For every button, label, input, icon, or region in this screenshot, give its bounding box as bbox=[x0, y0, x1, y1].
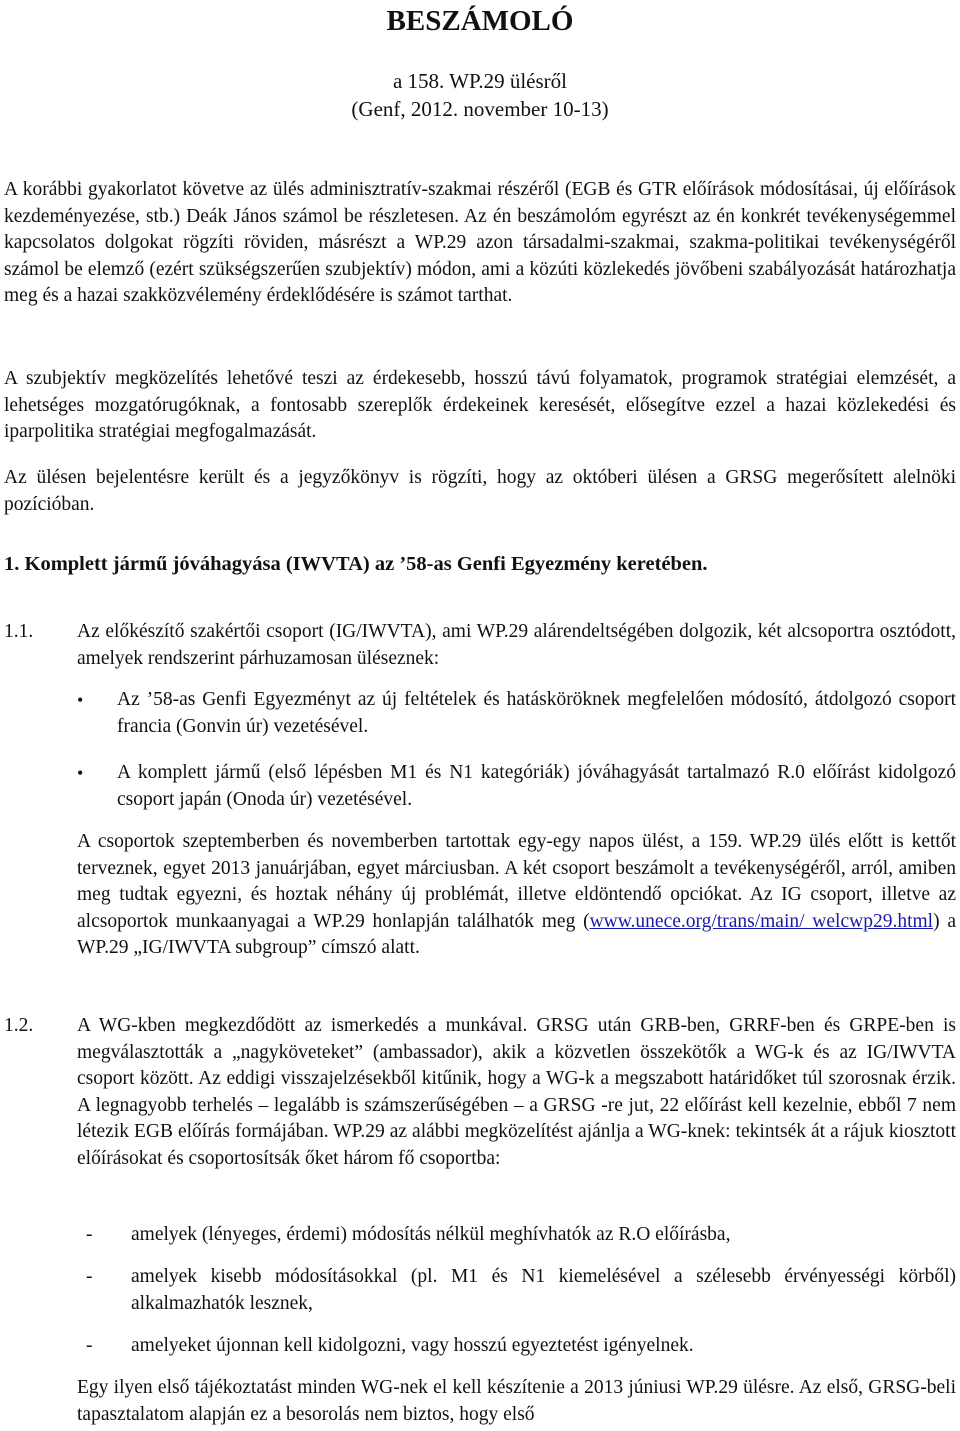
dash-item-text: amelyek (lényeges, érdemi) módosítás nélkül meghívhatók az R.O előírásba, bbox=[131, 1224, 731, 1245]
bullet-item-text: A komplett jármű (első lépésben M1 és N1 kategóriák) jóváhagyását tartalmazó R.0 előírást kidolgozó csoport japán (Onoda úr) vezetésével. bbox=[117, 762, 956, 810]
section-1-heading: 1. Komplett jármű jóváhagyása (IWVTA) az ’58-as Genfi Egyezmény keretében. bbox=[4, 553, 708, 575]
bullet-item-2 bbox=[77, 760, 956, 813]
dash-item-1 bbox=[86, 1222, 956, 1249]
subjective-approach-paragraph: A szubjektív megközelítés lehetővé teszi az érdekesebb, hosszú távú folyamatok, programok stratégiai elemzését, a lehetséges mozgatórugóknak, a fontosabb szereplők érdekeinek keresését, elősegítve ezzel a hazai közlekedési és iparpolitika stratégiai megfogalmazását. bbox=[4, 368, 956, 442]
item-1-1-number: 1.1. bbox=[4, 621, 34, 642]
item-1-2-number: 1.2. bbox=[4, 1015, 34, 1036]
dash-item-text: amelyek kisebb módosításokkal (pl. M1 és N1 kiemelésével a szélesebb érvényességi körből) alkalmazhatók lesznek, bbox=[131, 1266, 956, 1314]
dash-item-2 bbox=[86, 1264, 956, 1317]
item-1-1 bbox=[4, 619, 956, 672]
document-subtitle-location-date: (Genf, 2012. november 10-13) bbox=[351, 97, 609, 121]
item-1-2-text: A WG-kben megkezdődött az ismerkedés a munkával. GRSG után GRB-ben, GRRF-ben és GRPE-ben is megválasztották a „nagyköveteket” (ambassador), akik a közvetlen összekötők a WG-k és az IG/IWVTA csoport között. Az eddigi visszajelzésekből kitűnik, hogy a WG-k a megszabott határidőket túl szorosnak érzik. A legnagyobb terhelés – legalább is számszerűségében – a GRSG -re jut, 22 előírást kell kezelnie, ebből 7 nem létezik EGB előírás formájában. WP.29 az alábbi megközelítést ajánlja a WG-knek: tekintsék át a rájuk kiosztott előírásokat és csoportosítsák őket három fő csoportba: bbox=[77, 1015, 956, 1169]
groups-paragraph-text: A csoportok szeptemberben és novemberben tartottak egy-egy napos ülést, a 159. WP.29 ülés előtt is kettőt terveznek, egyet 2013 januárjában, egyet márciusban. A két csoport beszámolt a tevékenységéről, arról, amiben meg tudtak egyezni, és hoztak néhány új problémát, illetve eldöntendő opciókat. Az IG csoport, illetve az alcsoportok munkaanyagai a WP.29 honlapján találhatók meg ( bbox=[77, 831, 956, 932]
document-subtitle-meeting: a 158. WP.29 ülésről bbox=[392, 69, 568, 93]
final-paragraph: Egy ilyen első tájékoztatást minden WG-nek el kell készítenie a 2013 júniusi WP.29 ülésre. Az első, GRSG-beli tapasztalatom alapján ez a besorolás nem biztos, hogy első bbox=[77, 1377, 956, 1425]
intro-paragraph: A korábbi gyakorlatot követve az ülés adminisztratív-szakmai részéről (EGB és GTR előírások módosításai, új előírások kezdeményezése, stb.) Deák János számol be részletesen. Az én beszámolóm egyrészt az én konkrét tevékenységemmel kapcsolatos dolgokat rögzíti röviden, másrészt a WP.29 azon társadalmi-szakmai, szakma-politikai tevékenységéről számol be elemző (ezért szükségszerűen szubjektív) módon, ami a közúti közlekedés jövőbeni szabályozását határozhatja meg és a hazai szakközvélemény érdeklődésére is számot tarthat. bbox=[4, 179, 956, 306]
unece-link[interactable]: www.unece.org/trans/main/ welcwp29.html bbox=[589, 910, 934, 932]
bullet-dot-icon: • bbox=[77, 763, 84, 783]
groups-paragraph-text-end: ) a WP.29 „IG/IWVTA subgroup” címszó alatt. bbox=[77, 910, 956, 958]
document-title: BESZÁMOLÓ bbox=[386, 5, 574, 37]
dash-item-3 bbox=[86, 1333, 956, 1360]
dash-marker: - bbox=[86, 1266, 93, 1287]
bullet-dot-icon: • bbox=[77, 690, 84, 710]
item-1-2 bbox=[4, 1013, 956, 1172]
item-1-1-text: Az előkészítő szakértői csoport (IG/IWVTA), ami WP.29 alárendeltségében dolgozik, két alcsoportra osztódott, amelyek rendszerint párhuzamosan üléseznek: bbox=[77, 621, 956, 669]
groups-paragraph bbox=[77, 829, 956, 962]
dash-item-text: amelyeket újonnan kell kidolgozni, vagy hosszú egyeztetést igényelnek. bbox=[131, 1335, 694, 1356]
bullet-item-1 bbox=[77, 687, 956, 740]
dash-marker: - bbox=[86, 1224, 93, 1245]
announcement-paragraph: Az ülésen bejelentésre került és a jegyzőkönyv is rögzíti, hogy az októberi ülésen a GRSG megerősített alelnöki pozícióban. bbox=[4, 467, 956, 515]
bullet-item-text: Az ’58-as Genfi Egyezményt az új feltételek és hatásköröknek megfelelően módosító, átdolgozó csoport francia (Gonvin úr) vezetésével. bbox=[117, 689, 956, 737]
dash-marker: - bbox=[86, 1335, 93, 1356]
